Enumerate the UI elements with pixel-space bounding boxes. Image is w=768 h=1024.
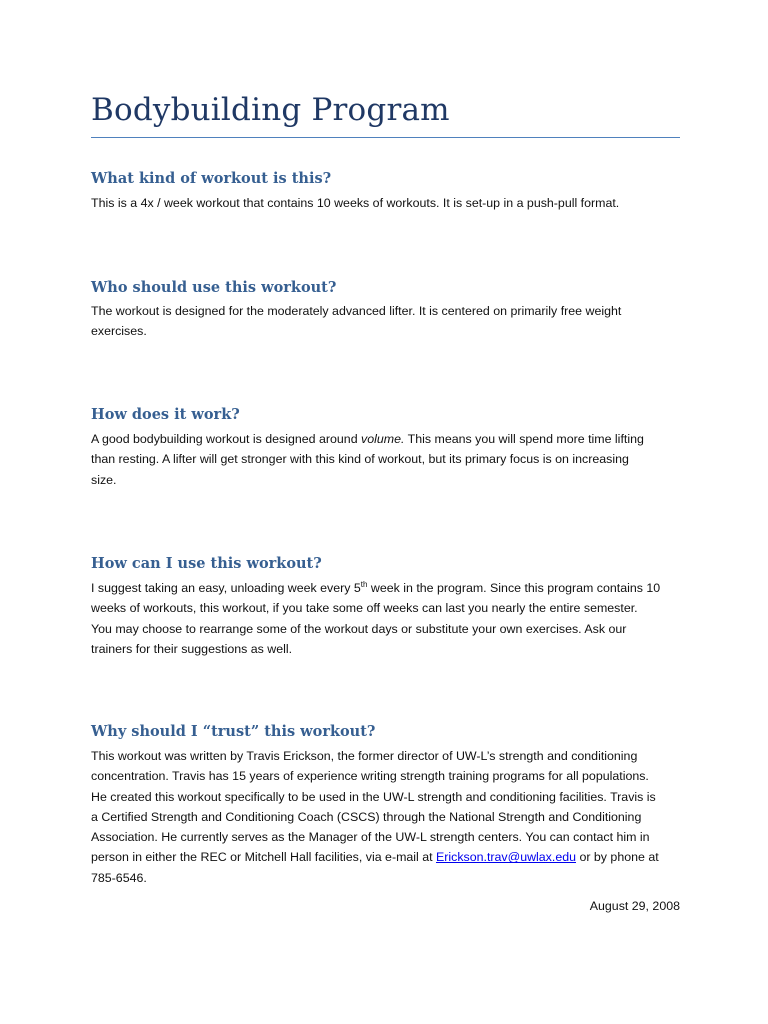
section-body-workout-kind	[91, 193, 680, 213]
document-title: Bodybuilding Program	[91, 92, 450, 128]
body-line: You may choose to rearrange some of the workout days or substitute your own exercises. Ask our	[91, 621, 627, 636]
body-line	[91, 578, 680, 598]
body-line: than resting. A lifter will get stronger with this kind of workout, but its primary focus is on increasing	[91, 452, 629, 467]
body-line: Association. He currently serves as the Manager of the UW-L strength centers. You can contact him in	[91, 830, 650, 845]
text-run: This means you will spend more time lifting	[404, 432, 644, 446]
section-heading-workout-kind: What kind of workout is this?	[91, 170, 332, 187]
text-run: A good bodybuilding workout is designed around	[91, 432, 362, 446]
body-line: 785-6546.	[91, 870, 147, 885]
section-heading-who-should-use: Who should use this workout?	[91, 279, 337, 296]
email-link[interactable]: Erickson.trav@uwlax.edu	[436, 850, 576, 865]
text-run: person in either the REC or Mitchell Hall facilities, via e-mail at	[91, 850, 437, 865]
text-run: or by phone at	[576, 850, 659, 865]
document-date: August 29, 2008	[589, 899, 680, 913]
body-line: size.	[91, 472, 117, 487]
text-run: week in the program. Since this program contains 10	[367, 581, 661, 595]
body-line	[91, 429, 680, 449]
body-line: a Certified Strength and Conditioning Coach (CSCS) through the National Strength and Conditioning	[91, 809, 642, 824]
section-heading-how-to-use: How can I use this workout?	[91, 555, 322, 572]
body-line: The workout is designed for the moderately advanced lifter. It is centered on primarily free weight	[91, 304, 622, 318]
section-body-how-it-works	[91, 429, 680, 490]
body-line	[91, 847, 680, 867]
title-divider	[91, 137, 680, 138]
section-body-why-trust	[91, 746, 680, 888]
body-line: concentration. Travis has 15 years of experience writing strength training programs for all populations.	[91, 769, 649, 784]
section-body-who-should-use	[91, 301, 680, 342]
body-line: This is a 4x / week workout that contains 10 weeks of workouts. It is set-up in a push-pull format.	[91, 196, 620, 210]
body-line: exercises.	[91, 324, 147, 339]
body-line: This workout was written by Travis Erickson, the former director of UW-L’s strength and conditioning	[91, 749, 638, 763]
body-line: He created this workout specifically to be used in the UW-L strength and conditioning facilities. Travis is	[91, 789, 656, 804]
section-heading-how-it-works: How does it work?	[91, 406, 240, 423]
section-heading-why-trust: Why should I “trust” this workout?	[91, 723, 376, 740]
superscript-th: th	[360, 579, 368, 589]
body-line: weeks of workouts, this workout, if you take some off weeks can last you nearly the entire semester.	[91, 601, 638, 616]
body-line: trainers for their suggestions as well.	[91, 641, 293, 656]
emphasis-volume: volume.	[361, 432, 405, 446]
text-run: I suggest taking an easy, unloading week every 5	[91, 581, 361, 595]
section-body-how-to-use	[91, 578, 680, 659]
